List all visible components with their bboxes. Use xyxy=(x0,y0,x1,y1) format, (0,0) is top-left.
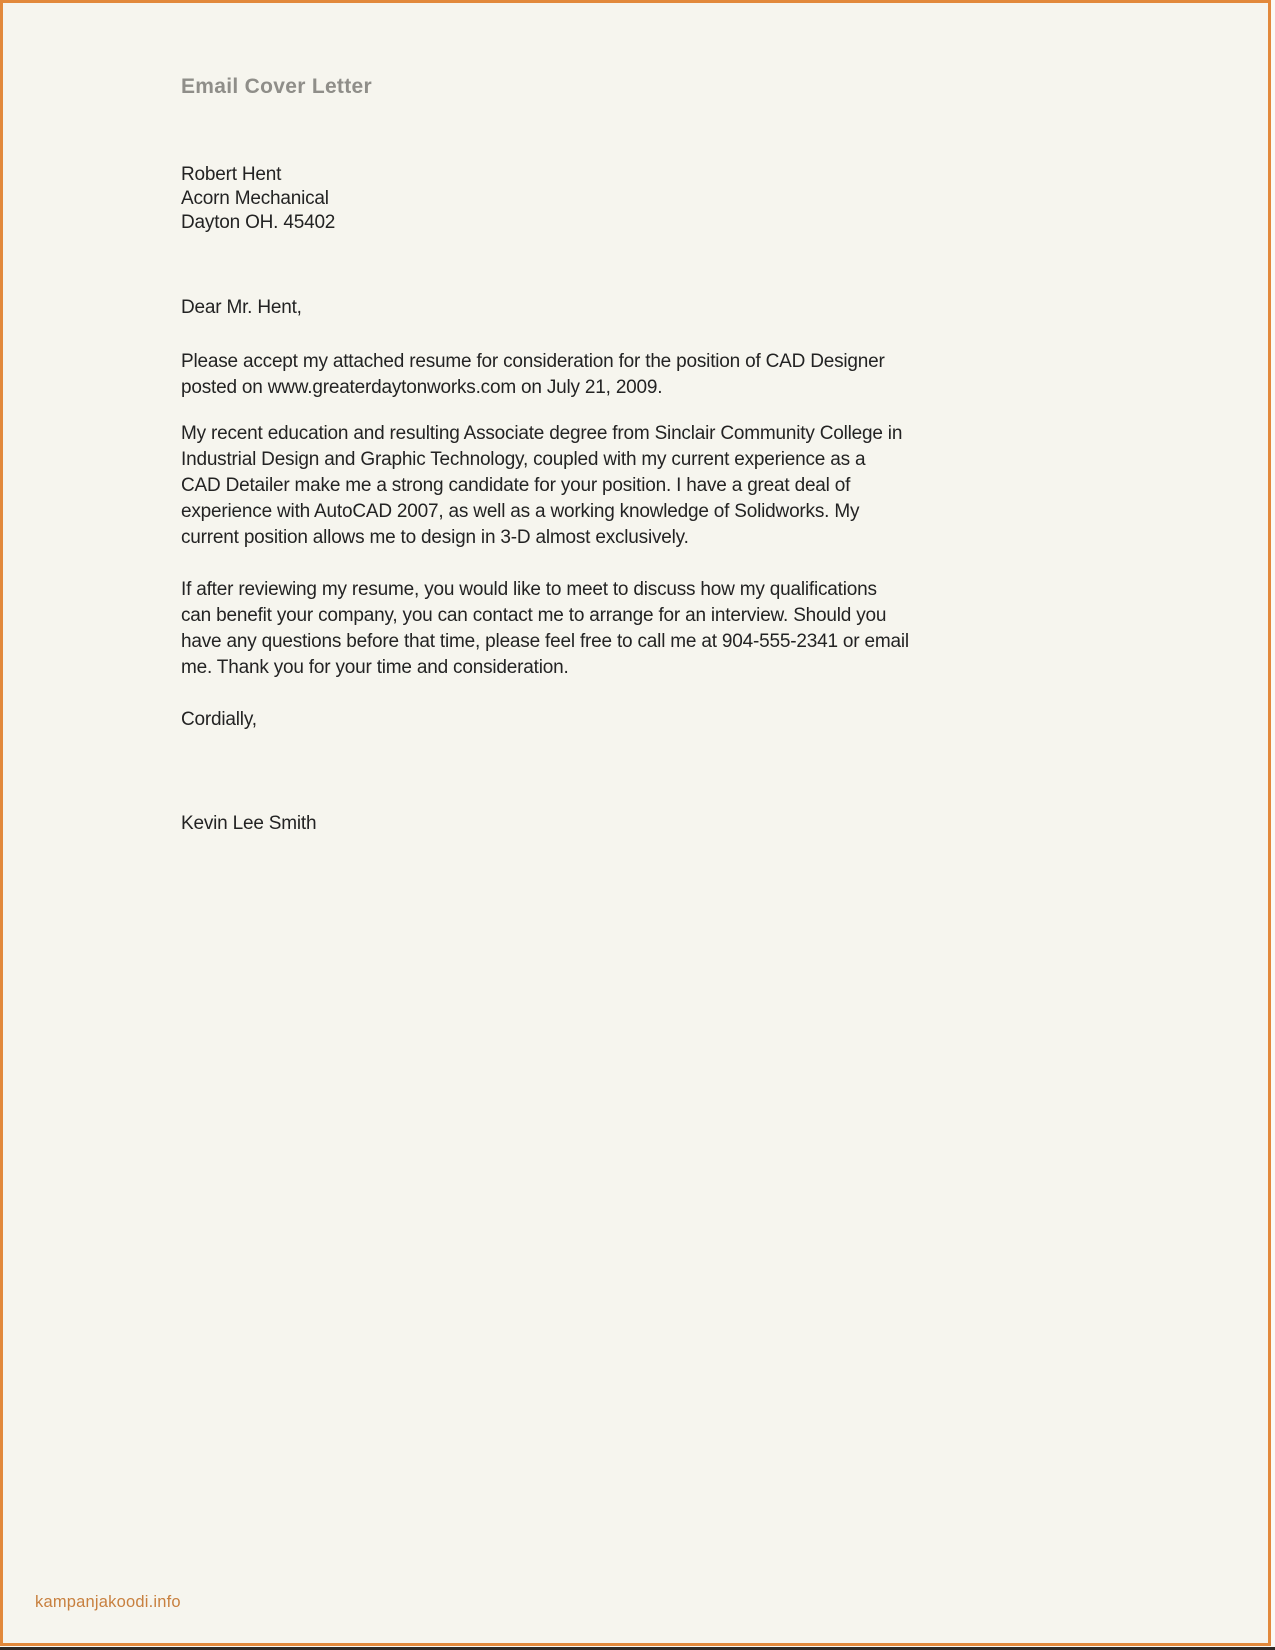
letter-content xyxy=(3,3,1061,837)
recipient-address: Robert Hent Acorn Mechanical Dayton OH. 45402 xyxy=(181,164,336,233)
closing: Cordially, xyxy=(181,709,257,730)
paragraph-2: My recent education and resulting Associate degree from Sinclair Community College in Industrial Design and Graphic Technology, coupled with my current experience as a CAD Detailer make me a strong candidate for your position. I have a great deal of experience with AutoCAD 2007, as well as a working knowledge of Solidworks. My current position allows me to design in 3-D almost exclusively. xyxy=(181,423,903,548)
paragraph-1: Please accept my attached resume for consideration for the position of CAD Designer posted on www.greaterdaytonworks.com on July 21, 2009. xyxy=(181,351,885,398)
salutation: Dear Mr. Hent, xyxy=(181,297,302,318)
signature-name: Kevin Lee Smith xyxy=(181,813,317,834)
watermark-link: kampanjakoodi.info xyxy=(35,1593,181,1611)
paragraph-3: If after reviewing my resume, you would like to meet to discuss how my qualifications can benefit your company, you can contact me to arrange for an interview. Should you have any questions before that time, please feel free to call me at 904-555-2341 or email me. Thank you for your time and consideration. xyxy=(181,579,909,678)
page-title: Email Cover Letter xyxy=(181,75,372,98)
